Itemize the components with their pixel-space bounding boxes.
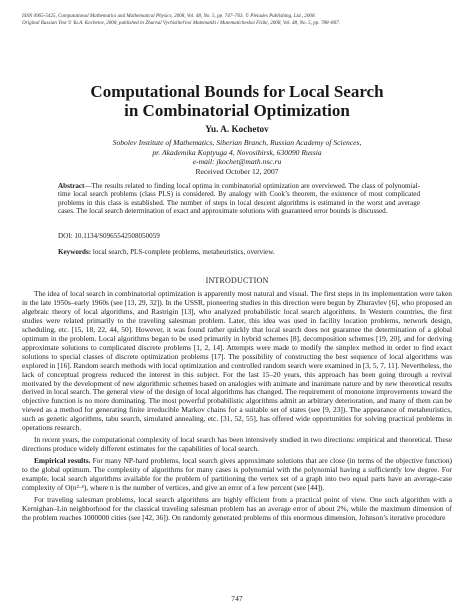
doi: DOI: 10.1134/S0965542508050059 — [58, 232, 160, 240]
paper-title — [20, 82, 454, 120]
abstract-label: Abstract — [58, 182, 85, 190]
paragraph-4: For traveling salesman problems, local search algorithms are highly efficient from a practical point of view. One such algorithm with a Kernighan–Lin neighborhood for the classical traveling salesman problem has an average error of about 2%, while the maximum dimension of the problem reaches 1000000 cities (see [42, 36]). On randomly generated problems of this enormous dimension, Johnson’s iterative procedure — [22, 494, 452, 522]
journal-header-line-1: ISSN 0965-5425, Computational Mathematics and Mathematical Physics, 2008, Vol. 48, No. 5, pp. 747–763. © Pleiades Publishing, Ltd., 2008. — [22, 13, 316, 19]
paragraph-3-label: Empirical results. — [34, 456, 91, 466]
affiliation-line-2: pr. Akademika Koptyuga 4, Novosibirsk, 630090 Russia — [152, 147, 322, 157]
section-heading-introduction: INTRODUCTION — [205, 276, 269, 285]
author-name: Yu. A. Kochetov — [205, 124, 269, 134]
paper-title-line-2: in Combinatorial Optimization — [124, 101, 350, 120]
received-date: Received October 12, 2007 — [195, 166, 279, 176]
abstract — [58, 182, 420, 216]
paragraph-2: In recent years, the computational complexity of local search has been intensively studied in two directions: empirical and theoretical. These directions produce widely different estimates for the capabilities of local search. — [22, 435, 452, 454]
affiliation-line-1: Sobolev Institute of Mathematics, Siberian Branch, Russian Academy of Sciences, — [112, 138, 362, 147]
journal-header-line-2: Original Russian Text © Yu.A. Kochetov, 2008, published in Zhurnal Vychislitel'noi Matematiki i Matematicheskoi Fiziki, 2008, Vol. 48, No. 5, pp. 788–807. — [22, 19, 340, 26]
paragraph-1: The idea of local search in combinatorial optimization is apparently most natural and visual. The first steps in its implementation were taken in the late 1950s–early 1960s (see [13, 29, 32]). In the USSR, pioneering studies in this direction were begun by Zhuravlev [6], who proposed an algebraic theory of local algorithms, and Rastrigin [13], who analyzed probabilistic local search algorithms. In Western countries, the first studies were related primarily to the traveling salesman problem. Later, this idea was used in facility location problems, network design, scheduling, etc. [15, 18, 22, 44, 50]. However, it was found rather quickly that local search does not guarantee the determination of a global optimum in the problem. Local algorithms began to be used primarily in hybrid schemes [8], decomposition schemes [19, 20], and for deriving approximate solutions to complicated discrete problems [1, 2, 14]. Attempts were made to modify the simplex method in order to find exact solutions to special classes of discrete optimization problems [17]. The possibility of constructing the best sequence of local algorithms was explored in [16]. Random search methods with local optimization and controlled random search were examined in [3, 5, 7, 11]. Nevertheless, the lack of conceptual progress reduced the interest in this subject. For the last 15–20 years, this approach has been going through a revival motivated by the development of new algorithmic schemes based on analogies with animate and inanimate nature and by new theoretical results derived in local search. The general view of the design of local algorithms has changed. The requirement of monotone improvements toward the objective function is no more dominating. The most powerful probabilistic algorithms admit an arbitrary deterioration, and many of them can be viewed as a method for generating finite irreducible Markov chains for a suitable set of states (see [9, 23]). The appearance of metaheuristics, such as genetic algorithms, tabu search, simulated annealing, etc. [31, 52, 55], has offered wide opportunities for solving practical problems in operations research. — [22, 289, 452, 433]
page-number: 747 — [231, 594, 243, 603]
paper-title-line-1: Computational Bounds for Local Search — [90, 82, 384, 101]
keywords-text: local search, PLS-complete problems, metaheuristics, overview. — [91, 248, 275, 256]
keywords-label: Keywords: — [58, 248, 92, 256]
paragraph-3-text: For many NP-hard problems, local search gives approximate solutions that are close (in terms of the objective function) to the global optimum. The complexity of algorithms for many cases is polynomial with the polynomial having a sufficiently low degree. For example, local search algorithms available for the problem of partitioning the vertex set of a graph into two equal parts have an average-case complexity of O(n²·⁴), where n is the number of vertices, and give an error of a few percent (see [44]). — [22, 456, 452, 493]
body-text — [22, 290, 452, 523]
keywords — [58, 248, 420, 256]
author-email: e-mail: jkochet@math.nsc.ru — [192, 157, 282, 166]
paragraph-3 — [22, 457, 452, 493]
abstract-text: —The results related to finding local optima in combinatorial optimization are overviewed. The class of polynomial-time local search problems (class PLS) is considered. By analogy with Cook’s theorem, the existence of most complicated problems in this class is established. The number of steps in local descent algorithms is estimated in the worst and average cases. The local search determination of exact and approximate solutions with guaranteed error bounds is discussed. — [58, 182, 420, 216]
